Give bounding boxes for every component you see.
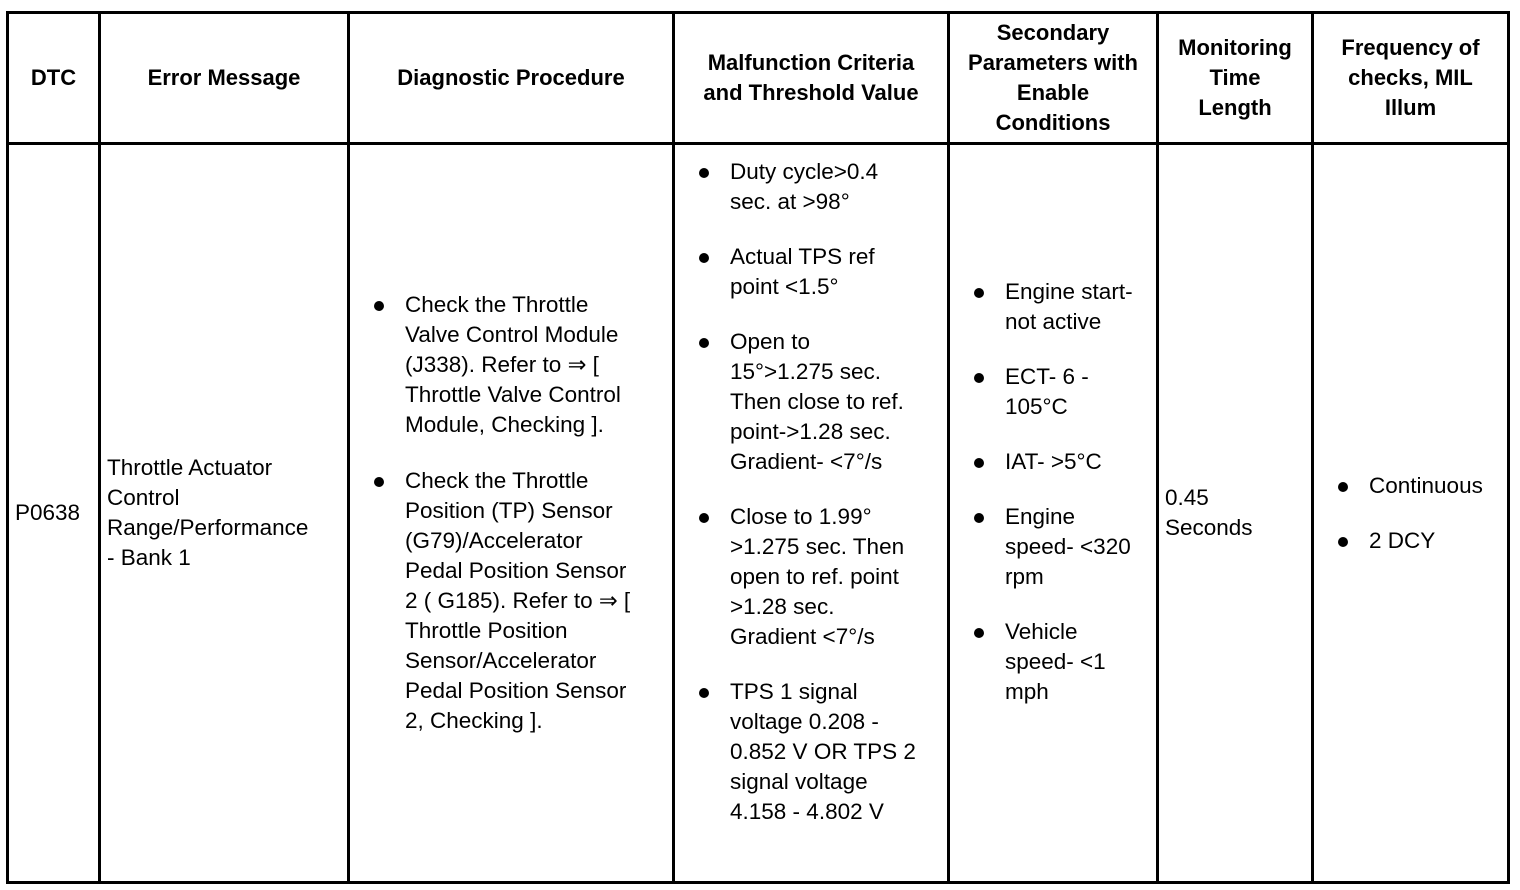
header-row	[8, 13, 1509, 144]
list-item	[699, 157, 947, 217]
frequency-text: Continuous	[1369, 472, 1483, 498]
dtc-code: P0638	[8, 144, 100, 883]
criteria-text: Duty cycle>0.4 sec. at >98°	[730, 159, 879, 214]
bullet-icon	[974, 513, 984, 523]
list-item	[974, 617, 1156, 707]
bullet-icon	[1338, 537, 1348, 547]
dtc-table	[6, 11, 1510, 884]
list-item	[699, 502, 947, 652]
frequency-list	[1338, 471, 1507, 556]
list-item	[374, 466, 672, 736]
header-diagnostic-procedure: Diagnostic Procedure	[349, 13, 674, 144]
criteria-text: Close to 1.99° >1.275 sec. Then open to ref. point >1.28 sec. Gradient <7°/s	[730, 504, 905, 649]
table-row	[8, 144, 1509, 883]
bullet-icon	[974, 288, 984, 298]
bullet-icon	[699, 338, 709, 348]
error-message: Throttle Actuator Control Range/Performance - Bank 1	[100, 144, 349, 883]
secondary-text: Engine speed- <320 rpm	[1005, 504, 1131, 589]
criteria-text: Actual TPS ref point <1.5°	[730, 244, 875, 299]
criteria-list	[699, 157, 947, 827]
list-item	[699, 327, 947, 477]
frequency-text: 2 DCY	[1369, 527, 1436, 553]
bullet-icon	[1338, 482, 1348, 492]
list-item	[1338, 471, 1507, 501]
bullet-icon	[974, 458, 984, 468]
bullet-icon	[699, 688, 709, 698]
criteria-text: TPS 1 signal voltage 0.208 - 0.852 V OR TPS 2 signal voltage 4.158 - 4.802 V	[730, 679, 916, 824]
header-monitoring-time: Monitoring Time Length	[1158, 13, 1313, 144]
bullet-icon	[374, 301, 384, 311]
list-item	[974, 447, 1156, 477]
malfunction-criteria-cell	[674, 144, 949, 883]
header-dtc: DTC	[8, 13, 100, 144]
procedure-text: Check the Throttle Position (TP) Sensor (G79)/Accelerator Pedal Position Sensor 2 ( G185). Refer to ⇒ [ Throttle Position Sensor/Accelerator Pedal Position Sensor 2, Checking ].	[405, 468, 631, 733]
secondary-text: IAT- >5°C	[1005, 449, 1102, 474]
secondary-text: Engine start- not active	[1005, 279, 1133, 334]
header-secondary-parameters: Secondary Parameters with Enable Conditions	[949, 13, 1158, 144]
frequency-cell	[1313, 144, 1509, 883]
secondary-text: ECT- 6 - 105°C	[1005, 364, 1089, 419]
header-frequency: Frequency of checks, MIL Illum	[1313, 13, 1509, 144]
header-malfunction-criteria: Malfunction Criteria and Threshold Value	[674, 13, 949, 144]
criteria-text: Open to 15°>1.275 sec. Then close to ref. point->1.28 sec. Gradient- <7°/s	[730, 329, 904, 474]
procedure-list	[374, 290, 672, 736]
header-error-message: Error Message	[100, 13, 349, 144]
list-item	[974, 502, 1156, 592]
list-item	[974, 277, 1156, 337]
bullet-icon	[699, 168, 709, 178]
diagnostic-procedure-cell	[349, 144, 674, 883]
bullet-icon	[974, 373, 984, 383]
list-item	[699, 242, 947, 302]
monitoring-time: 0.45 Seconds	[1158, 144, 1313, 883]
list-item	[1338, 526, 1507, 556]
secondary-parameters-cell	[949, 144, 1158, 883]
list-item	[974, 362, 1156, 422]
list-item	[699, 677, 947, 827]
list-item	[374, 290, 672, 440]
secondary-list	[974, 277, 1156, 707]
bullet-icon	[974, 628, 984, 638]
secondary-text: Vehicle speed- <1 mph	[1005, 619, 1106, 704]
procedure-text: Check the Throttle Valve Control Module (J338). Refer to ⇒ [ Throttle Valve Control Module, Checking ].	[405, 292, 621, 437]
bullet-icon	[699, 253, 709, 263]
bullet-icon	[699, 513, 709, 523]
bullet-icon	[374, 477, 384, 487]
